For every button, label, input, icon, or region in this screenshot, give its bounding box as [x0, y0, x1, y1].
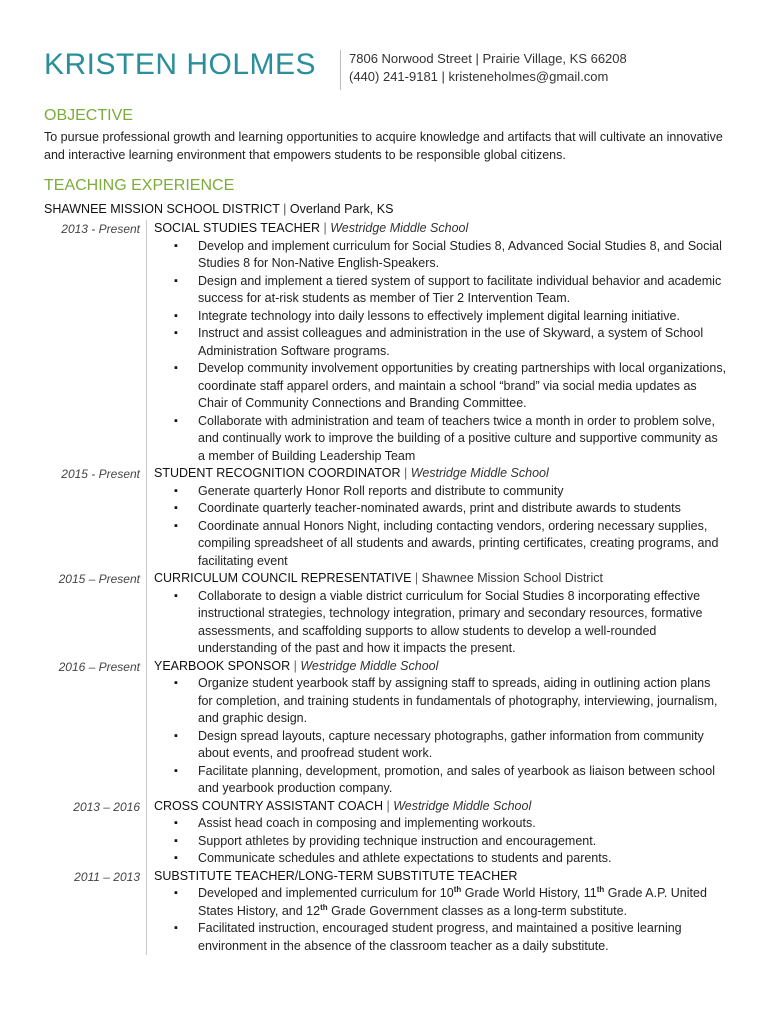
entry-role-line: CURRICULUM COUNCIL REPRESENTATIVE | Shawnee Mission School District [154, 571, 603, 585]
entry-date: 2015 - Present [61, 467, 140, 481]
entry-org: Westridge Middle School [410, 466, 549, 480]
entry-role-line: STUDENT RECOGNITION COORDINATOR | Westridge Middle School [154, 466, 549, 480]
entry-org: Shawnee Mission School District [421, 571, 603, 585]
list-item: ▪ Assist head coach in composing and implementing workouts. [154, 815, 734, 833]
entry-role-line: CROSS COUNTRY ASSISTANT COACH | Westridge Middle School [154, 798, 532, 813]
entry-date: 2011 – 2013 [74, 869, 140, 884]
entry-bullets [154, 815, 734, 868]
objective-text: To pursue professional growth and learning opportunities to acquire knowledge and artifacts that will cultivate an innovative and interactive learning environment that empowers students to be responsible global citizens. [44, 130, 723, 162]
entry-body [146, 868, 734, 956]
list-item: ▪ Developed and implemented curriculum for 10th Grade World History, 11th Grade A.P. United States History, and 12th Grade Government classes as a long-term substitute. [154, 885, 734, 920]
list-item: ▪ Develop community involvement opportunities by creating partnerships with local organizations, coordinate staff apparel orders, and maintain a school “brand” via social media updates as Chair of Community Connections and Branding Committee. [154, 360, 734, 413]
list-item: ▪ Facilitate planning, development, promotion, and sales of yearbook as liaison between school and yearbook production company. [154, 763, 734, 798]
entry-role: YEARBOOK SPONSOR [154, 658, 291, 673]
entry-org: Westridge Middle School [300, 658, 439, 673]
list-item: ▪ Collaborate to design a viable district curriculum for Social Studies 8 incorporating effective instructional strategies, technology integration, primary and secondary resources, formative assessments, and scaffolding supports to allow students to develop a well-rounded understanding of the past and how it impacts the present. [154, 588, 734, 658]
district-name: SHAWNEE MISSION SCHOOL DISTRICT [44, 202, 280, 216]
list-item: ▪ Facilitated instruction, encouraged student progress, and maintained a positive learning environment in the absence of the classroom teacher as a daily substitute. [154, 920, 734, 955]
entry-org: Westridge Middle School [393, 798, 532, 813]
entry-role-line: SOCIAL STUDIES TEACHER | Westridge Middle School [154, 221, 469, 235]
experience-heading: TEACHING EXPERIENCE [44, 177, 235, 194]
district-location: Overland Park, KS [289, 202, 394, 216]
list-item: ▪ Coordinate quarterly teacher-nominated awards, print and distribute awards to students [154, 500, 734, 518]
list-item: ▪ Develop and implement curriculum for Social Studies 8, Advanced Social Studies 8, and Social Studies 8 for Non-Native English-Speakers. [154, 238, 734, 273]
entry-date: 2015 – Present [58, 572, 140, 586]
list-item: ▪ Communicate schedules and athlete expectations to students and parents. [154, 850, 734, 868]
list-item: ▪ Design and implement a tiered system of support to facilitate individual behavior and academic success for at-risk students as member of Tier 2 Intervention Team. [154, 273, 734, 308]
entry-role: CURRICULUM COUNCIL REPRESENTATIVE [154, 571, 412, 585]
contact-info [340, 50, 627, 90]
list-item: ▪ Support athletes by providing technique instruction and encouragement. [154, 833, 734, 851]
phone-email-line: (440) 241-9181 | kristeneholmes@gmail.com [349, 69, 609, 84]
entry-role: SOCIAL STUDIES TEACHER [154, 221, 321, 235]
list-item: ▪ Coordinate annual Honors Night, including contacting vendors, ordering necessary supplies, compiling spreadsheet of all students and awards, printing certificates, creating programs, and facilitating event [154, 518, 734, 571]
entry-role: CROSS COUNTRY ASSISTANT COACH [154, 798, 383, 813]
experience-timeline [44, 220, 734, 955]
district-line [44, 202, 393, 216]
experience-entry [44, 570, 734, 658]
objective-heading: OBJECTIVE [44, 107, 133, 124]
experience-entry [44, 868, 734, 956]
entry-body [146, 658, 734, 798]
entry-org: Westridge Middle School [330, 221, 469, 235]
list-item: ▪ Organize student yearbook staff by assigning staff to spreads, aiding in outlining action plans for completion, and training students in fundamentals of photography, interviewing, journalism, and graphic design. [154, 675, 734, 728]
entry-role-line: YEARBOOK SPONSOR | Westridge Middle School [154, 658, 439, 673]
list-item: ▪ Collaborate with administration and team of teachers twice a month in order to problem solve, and continually work to improve the building of a positive culture and supportive community as a member of Building Leadership Team [154, 413, 734, 466]
district-separator: | [279, 202, 290, 216]
list-item: ▪ Design spread layouts, capture necessary photographs, gather information from community about events, and proofread student work. [154, 728, 734, 763]
list-item: ▪ Instruct and assist colleagues and administration in the use of Skyward, a system of School Administration Software programs. [154, 325, 734, 360]
entry-date: 2013 – 2016 [73, 799, 140, 814]
list-item: ▪ Generate quarterly Honor Roll reports and distribute to community [154, 483, 734, 501]
experience-entry [44, 465, 734, 570]
entry-body [146, 570, 734, 658]
entry-bullets [154, 238, 734, 466]
resume-header [44, 46, 734, 90]
entry-role: SUBSTITUTE TEACHER/LONG-TERM SUBSTITUTE TEACHER [154, 868, 518, 883]
address-line: 7806 Norwood Street | Prairie Village, KS 66208 [349, 51, 627, 66]
entry-role-line [154, 868, 734, 886]
experience-entry [44, 658, 734, 798]
entry-date: 2016 – Present [58, 659, 140, 674]
experience-entry [44, 220, 734, 465]
entry-bullets [154, 483, 734, 571]
entry-body [146, 465, 734, 570]
list-item: ▪ Integrate technology into daily lessons to effectively implement digital learning initiative. [154, 308, 734, 326]
experience-entry [44, 798, 734, 868]
entry-bullets [154, 675, 734, 798]
candidate-name: KRISTEN HOLMES [44, 48, 317, 81]
entry-body [146, 798, 734, 868]
entry-bullets [154, 588, 734, 658]
entry-body [146, 220, 734, 465]
entry-role: STUDENT RECOGNITION COORDINATOR [154, 466, 401, 480]
entry-date: 2013 - Present [61, 222, 140, 236]
entry-bullets [154, 885, 734, 955]
